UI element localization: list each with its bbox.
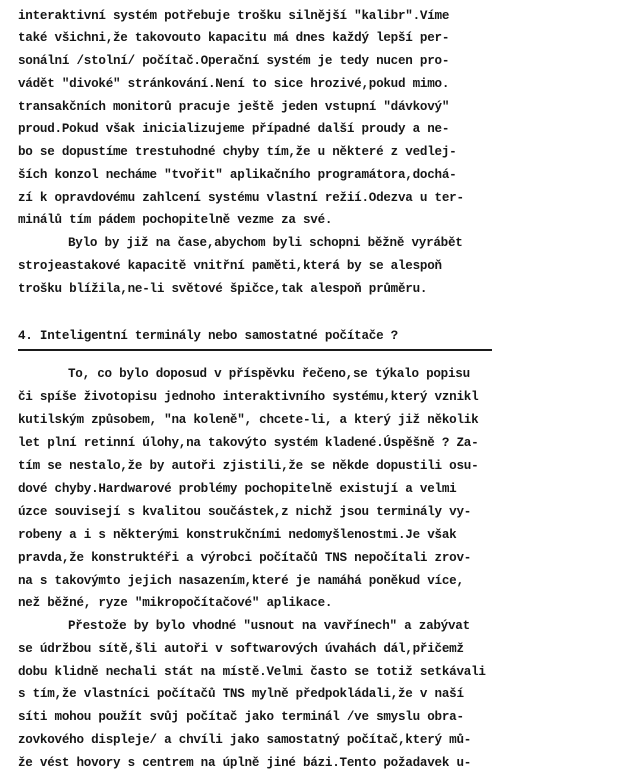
text-line: To, co bylo doposud v příspěvku řečeno,se týkalo popisu [68,367,470,381]
text-line: robeny a i s některými konstrukčními nedomyšlenostmi.Je však [18,528,457,542]
text-line: síti mohou použít svůj počítač jako terminál /ve smyslu obra- [18,710,464,724]
text-line: Bylo by již na čase,abychom byli schopni běžně vyrábět [68,236,463,250]
text-line: proud.Pokud však inicializujeme případné další proudy a ne- [18,122,450,136]
text-line: pravda,že konstruktéři a výrobci počítačů TNS nepočítali zrov- [18,551,472,565]
text-line: s tím,že vlastníci počítačů TNS mylně předpokládali,že v naší [18,687,464,701]
text-line: vádět "divoké" stránkování.Není to sice hrozivé,pokud mimo. [18,77,450,91]
text-line: zovkového displeje/ a chvíli jako samostatný počítač,který mů- [18,733,472,747]
text-line: interaktivní systém potřebuje trošku silnější "kalibr".Víme [18,9,450,23]
text-line: strojeastakové kapacitě vnitřní paměti,která by se alespoň [18,259,442,273]
text-line: také všichni,že takovouto kapacitu má dnes každý lepší per- [18,31,450,45]
text-line: let plní retinní úlohy,na takovýto systém kladené.Úspěšně ? Za- [18,436,479,450]
text-line: úzce souvisejí s kvalitou součástek,z nichž jsou terminály vy- [18,505,472,519]
section-heading: 4. Inteligentní terminály nebo samostatné počítače ? [18,329,398,343]
text-line: dové chyby.Hardwarové problémy pochopitelně existují a velmi [18,482,457,496]
text-line: bo se dopustíme trestuhodné chyby tím,že u některé z vedlej- [18,145,457,159]
text-line: trošku blížila,ne-li světové špičce,tak alespoň průměru. [18,282,428,296]
heading-underline [18,349,492,351]
text-line: sonální /stolní/ počítač.Operační systém je tedy nucen pro- [18,54,450,68]
text-line: či spíše životopisu jednoho interaktivního systému,který vznikl [18,390,479,404]
text-line: zí k opravdovému zahlcení systému vlastní režií.Odezva u ter- [18,191,464,205]
text-line: ších konzol necháme "tvořit" aplikačního programátora,dochá- [18,168,457,182]
text-line: než běžné, ryze "mikropočítačové" aplikace. [18,596,333,610]
text-line: transakčních monitorů pracuje ještě jeden vstupní "dávkový" [18,100,450,114]
text-line: že vést hovory s centrem na úplně jiné bázi.Tento požadavek u- [18,756,472,770]
text-line: se údržbou sítě,šli autoři v softwarových úvahách dál,přičemž [18,642,464,656]
text-line: tím se nestalo,že by autoři zjistili,že se někde dopustili osu- [18,459,479,473]
text-line: minálů tím pádem pochopitelně vezme za své. [18,213,333,227]
text-line: kutilským způsobem, "na koleně", chcete-li, a který již několik [18,413,479,427]
text-line: na s takovýmto jejich nasazením,které je namáhá poněkud více, [18,574,464,588]
text-line: dobu klidně nechali stát na místě.Velmi často se totiž setkávali [18,665,486,679]
text-line: Přestože by bylo vhodné "usnout na vavřínech" a zabývat [68,619,470,633]
